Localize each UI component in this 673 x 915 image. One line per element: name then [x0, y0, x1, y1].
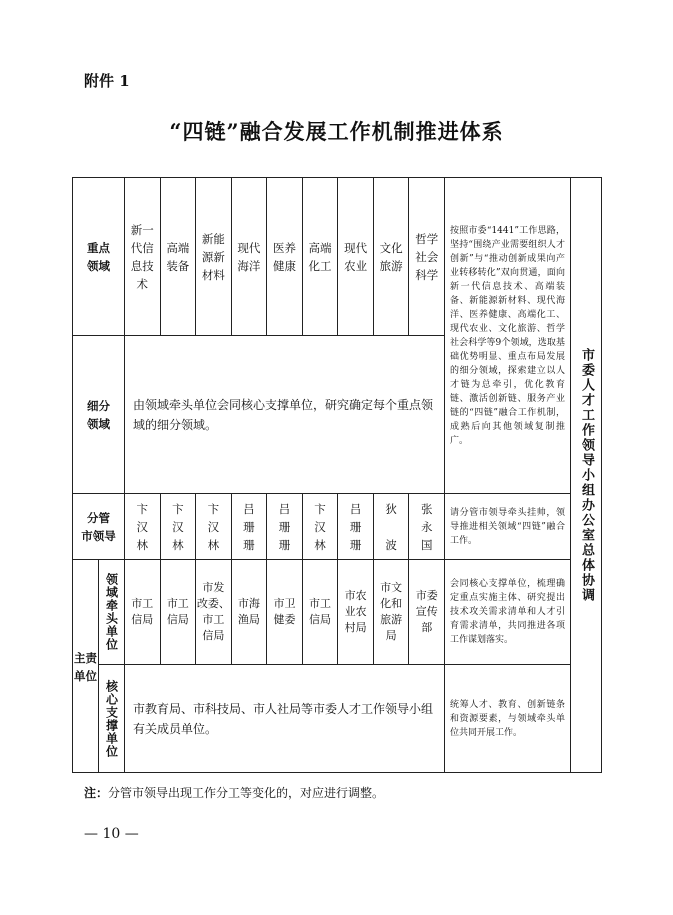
field-name: 现代 农业 [337, 177, 373, 335]
key-fields-label: 重点 领域 [72, 177, 124, 335]
lead-unit-label: 领域牵头单位 [98, 559, 124, 664]
field-leader: 吕 珊 珊 [266, 493, 302, 559]
sub-fields-text: 由领域牵头单位会同核心支撑单位，研究确定每个重点领域的细分领域。 [124, 335, 444, 493]
page-number: — 10 — [84, 826, 139, 842]
document-title: “四链”融合发展工作机制推进体系 [169, 119, 504, 144]
field-name: 新能 源新 材料 [195, 177, 231, 335]
field-leader: 卞 汉 林 [124, 493, 160, 559]
field-name: 高端 化工 [302, 177, 338, 335]
responsible-units-label: 主责 单位 [72, 559, 98, 773]
coordination-office: 市委人才工作领导小组办公室总体协调 [570, 177, 602, 773]
field-leader: 卞 汉 林 [195, 493, 231, 559]
note-core-unit: 统筹人才、教育、创新链条和资源要素，与领域牵头单位共同开展工作。 [444, 664, 570, 773]
field-lead-unit: 市工 信局 [124, 559, 160, 664]
footnote [84, 784, 384, 801]
field-leader: 狄 波 [373, 493, 409, 559]
field-lead-unit: 市工 信局 [302, 559, 338, 664]
field-name: 高端 装备 [160, 177, 196, 335]
field-lead-unit: 市海 渔局 [231, 559, 267, 664]
field-leader: 卞 汉 林 [160, 493, 196, 559]
field-name: 哲学 社会 科学 [408, 177, 444, 335]
sub-fields-label: 细分 领域 [72, 335, 124, 493]
field-name: 医养 健康 [266, 177, 302, 335]
framework-table [72, 177, 602, 773]
note-leader: 请分管市领导牵头挂帅，领导推进相关领域“四链”融合工作。 [444, 493, 570, 559]
core-units-text: 市教育局、市科技局、市人社局等市委人才工作领导小组有关成员单位。 [124, 664, 444, 773]
field-lead-unit: 市农 业农 村局 [337, 559, 373, 664]
field-name: 文化 旅游 [373, 177, 409, 335]
field-lead-unit: 市发 改委、 市工 信局 [195, 559, 231, 664]
footnote-text: 分管市领导出现工作分工等变化的，对应进行调整。 [108, 786, 385, 800]
core-unit-label: 核心支撑单位 [98, 664, 124, 773]
field-leader: 吕 珊 珊 [337, 493, 373, 559]
note-lead-unit: 会同核心支撑单位，梳理确定重点实施主体、研究提出技术攻关需求清单和人才引育需求清单，共同推进各项工作谋划落实。 [444, 559, 570, 664]
field-name: 新一 代信 息技 术 [124, 177, 160, 335]
attachment-label: 附件 1 [84, 72, 130, 90]
field-leader: 吕 珊 珊 [231, 493, 267, 559]
field-lead-unit: 市工 信局 [160, 559, 196, 664]
leader-label: 分管 市领导 [72, 493, 124, 559]
note-overview: 按照市委“1441”工作思路，坚持“围绕产业需要组织人才创新”与“推动创新成果向产业转移转化”双向贯通，面向新一代信息技术、高端装备、新能源新材料、现代海洋、医养健康、高端化工、现代农业、文化旅游、哲学社会科学等9个领域，选取基础优势明显、重点布局发展的细分领域，探索建立以人才链为总牵引，优化教育链、激活创新链、服务产业链的“四链”融合工作机制，成熟后向其他领域复制推广。 [444, 177, 570, 493]
field-lead-unit: 市委 宣传 部 [408, 559, 444, 664]
field-lead-unit: 市卫 健委 [266, 559, 302, 664]
field-name: 现代 海洋 [231, 177, 267, 335]
footnote-label: 注： [84, 786, 109, 800]
field-leader: 卞 汉 林 [302, 493, 338, 559]
field-lead-unit: 市文 化和 旅游 局 [373, 559, 409, 664]
field-leader: 张 永 国 [408, 493, 444, 559]
